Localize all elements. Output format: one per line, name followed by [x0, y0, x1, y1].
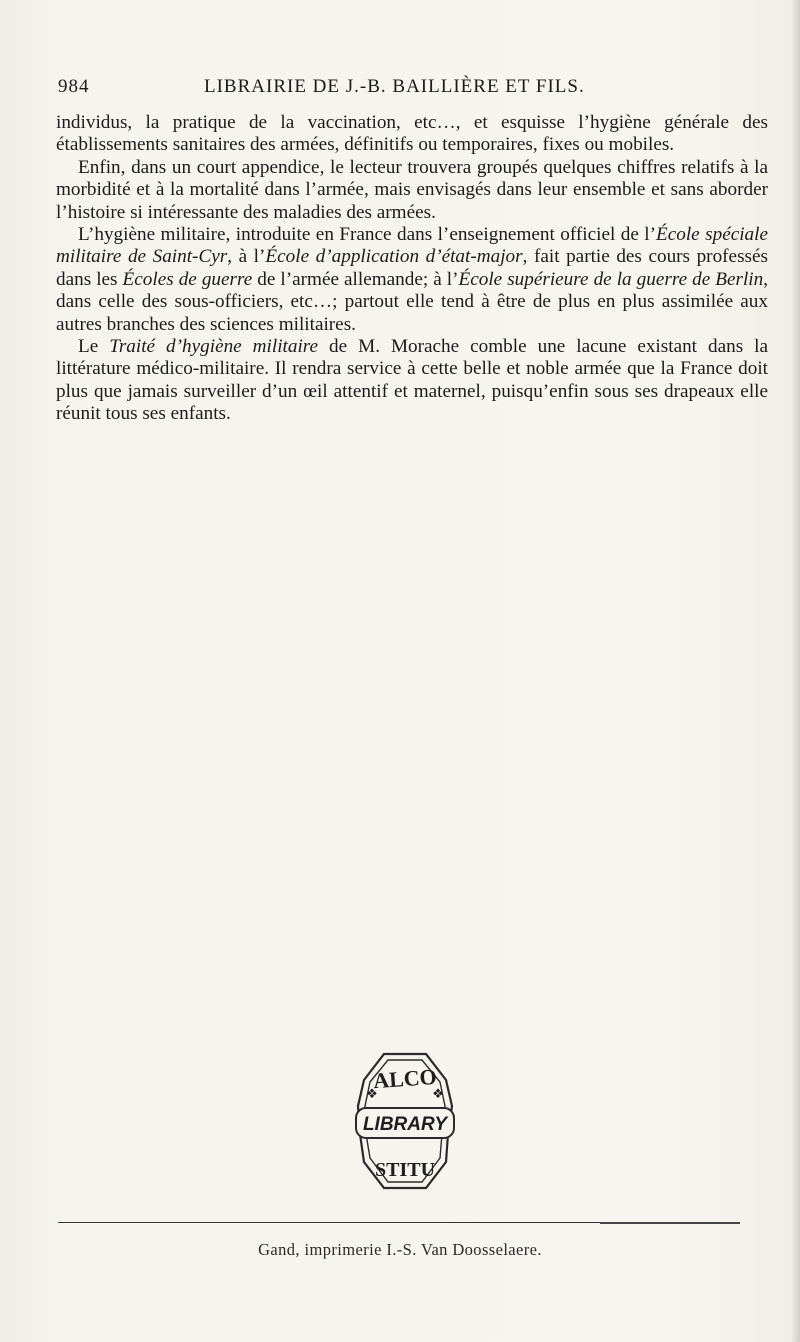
- library-stamp-icon: [334, 1036, 474, 1206]
- page-header: [58, 76, 763, 100]
- title-ecoles-de-guerre: Écoles de guerre: [122, 268, 253, 290]
- paragraph-4-part-c: de M. Morache comble une lacune existant dans la littérature médico-militaire. Il rendra service à cette belle et noble armée que la France doit plus que jamais surveiller d’un œil attentif et maternel, puisqu’enfin sous ses drapeaux elle réunit tous ses enfants.: [56, 336, 768, 425]
- paragraph-3-part-a: L’hygiène militaire, introduite en France dans l’enseignement officiel de l’: [78, 224, 657, 246]
- stamp-right-ornament: ❖: [432, 1087, 444, 1102]
- paragraph-2: [56, 157, 768, 224]
- title-ecole-superieure-berlin: École supérieure de la guerre de Berlin: [458, 268, 764, 290]
- paragraph-1: individus, la pratique de la vaccination, etc…, et esquisse l’hygiène générale des établissements sanitaires des armées, définitifs ou temporaires, fixes ou mobiles.: [56, 112, 768, 156]
- stamp-left-ornament: ❖: [366, 1087, 378, 1102]
- paragraph-3-part-i: , dans celle des sous-officiers, etc…; partout elle tend à être de plus en plus assimilée aux autres branches des sciences militaires.: [56, 268, 768, 335]
- paragraph-3: [56, 224, 768, 336]
- paragraph-3-part-e: , fait partie des cours professés dans les: [56, 246, 768, 290]
- stamp-center-text: LIBRARY: [362, 1114, 448, 1135]
- stamp-top-text: ALCO: [372, 1063, 438, 1094]
- paragraph-4: [56, 336, 768, 426]
- paragraph-2-text: Enfin, dans un court appendice, le lecteur trouvera groupés quelques chiffres relatifs à la morbidité et à la mortalité dans l’armée, mais envisagés dans leur ensemble et sans aborder l’histoire si intéressante des maladies des armées.: [56, 156, 768, 223]
- paragraph-4-part-a: Le: [78, 336, 110, 358]
- stamp-bottom-text: STITU: [374, 1159, 436, 1181]
- paragraph-3-part-c: , à l’: [227, 246, 266, 268]
- title-traite-hygiene: Traité d’hygiène militaire: [109, 336, 319, 358]
- title-ecole-saint-cyr: École spéciale militaire de Saint-Cyr: [56, 224, 768, 268]
- printer-imprint: Gand, imprimerie I.-S. Van Doosselaere.: [258, 1240, 542, 1259]
- title-ecole-application: École d’application d’état-major: [265, 246, 523, 268]
- page-edge-shadow: [792, 0, 800, 1342]
- paragraph-3-part-g: de l’armée allemande; à l’: [252, 268, 459, 290]
- page-number: 984: [58, 76, 90, 97]
- running-head: LIBRAIRIE DE J.-B. BAILLIÈRE ET FILS.: [204, 76, 585, 97]
- footer-rule-thick: [600, 1222, 740, 1224]
- stamp-graphic: [334, 1036, 474, 1206]
- body-text: [56, 112, 768, 426]
